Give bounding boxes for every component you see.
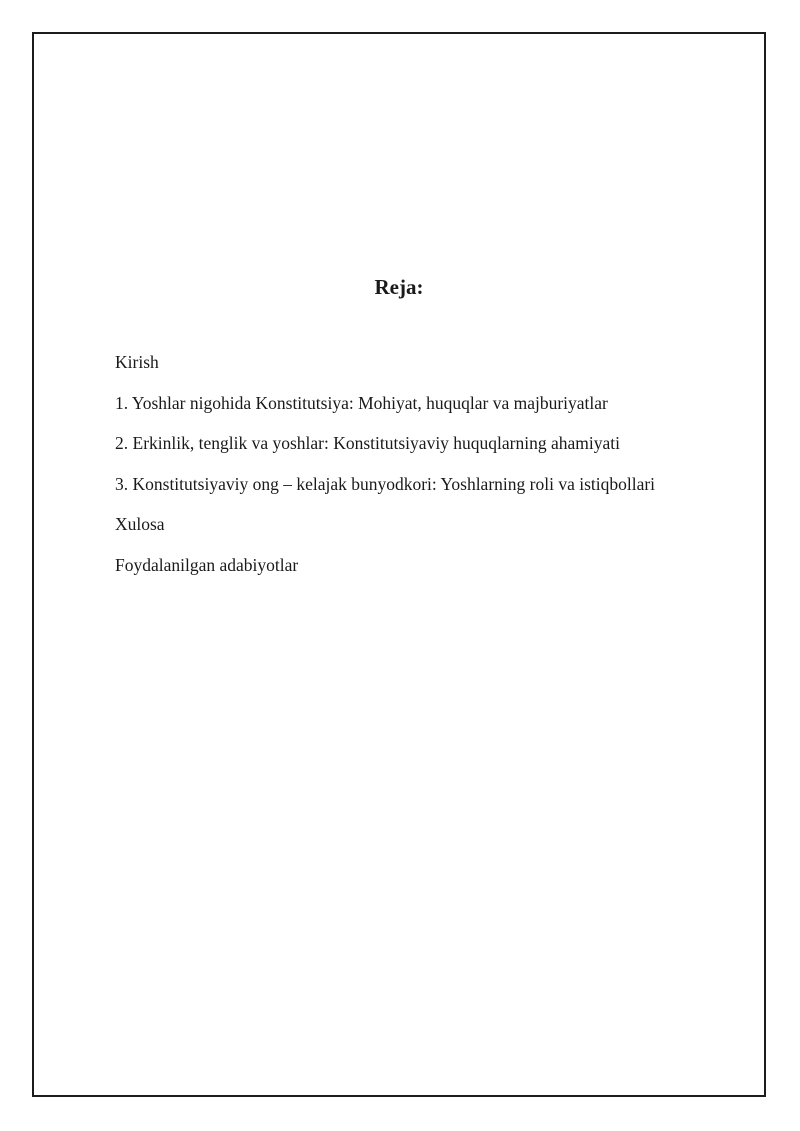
page-title: Reja: — [374, 275, 424, 299]
table-of-contents — [115, 349, 655, 593]
toc-item-references: Foydalanilgan adabiyotlar — [115, 554, 299, 575]
toc-item-2: 2. Erkinlik, tenglik va yoshlar: Konstitutsiyaviy huquqlarning ahamiyati — [115, 433, 620, 454]
toc-item-conclusion: Xulosa — [115, 514, 165, 535]
toc-item-1: 1. Yoshlar nigohida Konstitutsiya: Mohiyat, huquqlar va majburiyatlar — [115, 392, 608, 413]
toc-item-3: 3. Konstitutsiyaviy ong – kelajak bunyodkori: Yoshlarning roli va istiqbollari — [115, 473, 656, 494]
toc-item-introduction: Kirish — [115, 352, 159, 372]
